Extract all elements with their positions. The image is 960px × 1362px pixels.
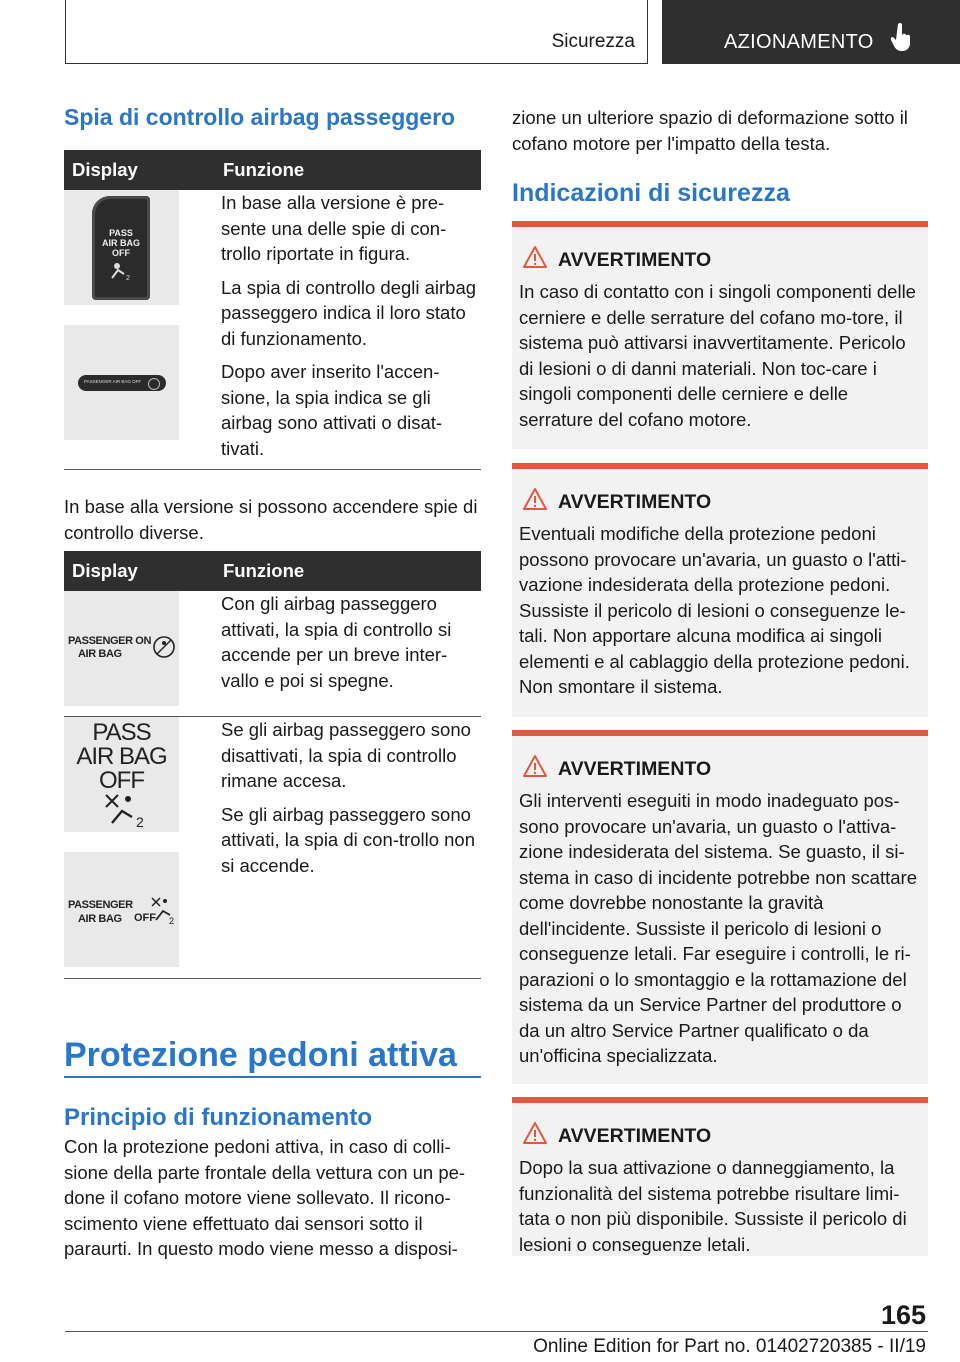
subsection-text: Con la protezione pedoni attiva, in caso di colli-sione della parte frontale della vettura con un pe-done il cofano motore viene sollevato. Il ricono-scimento viene effettuato dai sensori sotto il paraurti. In questo modo viene messo a disposi- bbox=[64, 1136, 466, 1259]
header-section-title: Sicurezza bbox=[551, 31, 635, 52]
table-row bbox=[64, 717, 481, 979]
table1-paragraph-1: In base alla versione è pre-sente una delle spie di con-trollo riportate in figura. bbox=[221, 192, 447, 264]
image-label-off: OFF bbox=[134, 912, 156, 924]
airbag-off-icon bbox=[150, 896, 176, 926]
warning-text: Dopo la sua attivazione o danneggiamento, la funzionalità del sistema potrebbe risultare limi-tata o non più disponibile. Sussiste il pericolo di lesioni o conseguenze letali. bbox=[519, 1157, 907, 1255]
warning-title: AVVERTIMENTO bbox=[558, 758, 712, 780]
table-header-display: Display bbox=[64, 150, 221, 190]
image-label-pass: PASS bbox=[92, 719, 151, 746]
table2-row1-text: Con gli airbag passeggero attivati, la spia di controllo si accende per un breve inter-vallo e poi si spegne. bbox=[221, 593, 452, 691]
between-tables-text: In base alla versione si possono accendere spie di controllo diverse. bbox=[64, 496, 478, 543]
image-label-passenger-on: PASSENGER ON bbox=[68, 635, 152, 647]
warning-text: Gli interventi eseguiti in modo inadeguato pos-sono provocare un'avaria, un guasto o l'attiva-zione indesiderata del sistema. Se guasto, il si-stema in caso di incidente potrebbe non scattare come dovrebbe nonostante la gravità dell'incidente. Sussiste il pericolo di lesioni o conseguenze letali. Far eseguire i controlli, le ri-parazioni o lo smontaggio e la rottamazione del sistema da un Service Partner del produttore o da un altro Service Partner qualificato o da un'officina specializzata. bbox=[519, 790, 917, 1066]
table2-row2-paragraph-2: Se gli airbag passeggero sono attivati, la spia di con-trollo non si accende. bbox=[221, 803, 475, 876]
header-chapter-tab bbox=[662, 0, 960, 64]
table1-paragraph-2: La spia di controllo degli airbag passeggero indica il loro stato di funzionamento. bbox=[221, 276, 477, 349]
image-label-off: OFF bbox=[99, 767, 144, 794]
hand-pointer-icon bbox=[890, 22, 912, 52]
passenger-airbag-off-image bbox=[64, 852, 179, 967]
image-label-pass: PASS bbox=[109, 228, 133, 238]
warning-triangle-icon bbox=[522, 754, 548, 778]
warning-bar bbox=[512, 1097, 928, 1103]
warning-title: AVVERTIMENTO bbox=[558, 491, 712, 513]
table1-paragraph-3: Dopo aver inserito l'accen-sione, la spia indica se gli airbag sono attivati o disat-tivati. bbox=[221, 361, 443, 459]
warning-bar bbox=[512, 221, 928, 227]
image-label-strip: PASSENGER AIR BAG OFF bbox=[84, 379, 142, 384]
pass-airbag-off-large-image bbox=[64, 717, 179, 832]
airbag-on-icon bbox=[152, 635, 176, 659]
footer-rule bbox=[65, 1331, 928, 1332]
image-label-airbag: AIR BAG bbox=[78, 648, 122, 660]
image-label-off: OFF bbox=[112, 248, 130, 258]
airbag-display-table-1 bbox=[64, 150, 481, 470]
warning-bar bbox=[512, 730, 928, 736]
page-number: 165 bbox=[880, 1300, 926, 1330]
warning-box bbox=[512, 730, 928, 1084]
airbag-indicator-heading: Spia di controllo airbag passeggero bbox=[64, 104, 456, 130]
warning-bar bbox=[512, 463, 928, 469]
warning-text: In caso di contatto con i singoli componenti delle cerniere e delle serrature del cofano mo-tore, il sistema può attivarsi inavvertitamente. Pericolo di lesioni o di danni materiali. Non toc-care i singoli componenti delle cerniere e delle serrature del cofano motore. bbox=[519, 281, 916, 430]
svg-text:2: 2 bbox=[126, 275, 130, 282]
safety-heading: Indicazioni di sicurezza bbox=[512, 179, 790, 207]
section-title: Protezione pedoni attiva bbox=[64, 1036, 457, 1074]
warning-box bbox=[512, 221, 928, 449]
table-row bbox=[64, 591, 481, 717]
warning-title: AVVERTIMENTO bbox=[558, 1125, 712, 1147]
table-header-function: Funzione bbox=[221, 551, 481, 591]
image-label-airbag: AIR BAG bbox=[76, 743, 167, 770]
warning-triangle-icon bbox=[522, 1121, 548, 1145]
table-header-row bbox=[64, 150, 481, 190]
image-label-passenger: PASSENGER bbox=[68, 899, 133, 911]
warning-title: AVVERTIMENTO bbox=[558, 249, 712, 271]
image-label-airbag: AIR BAG bbox=[78, 913, 122, 925]
table-header-row bbox=[64, 551, 481, 591]
warning-triangle-icon bbox=[522, 487, 548, 511]
warning-text: Eventuali modifiche della protezione pedoni possono provocare un'avaria, un guasto o l'atti-vazione indesiderata della protezione pedoni. Sussiste il pericolo di lesioni o conseguenze le-tali. Non apportare alcuna modifica ai singoli elementi e al cablaggio della protezione pedoni. Non smontare il sistema. bbox=[519, 523, 910, 697]
pass-airbag-off-strip-image bbox=[64, 325, 179, 440]
warning-box bbox=[512, 463, 928, 717]
image-label-airbag: AIR BAG bbox=[102, 238, 140, 248]
table2-row2-paragraph-1: Se gli airbag passeggero sono disattivati, la spia di controllo rimane accesa. bbox=[221, 719, 471, 791]
pass-airbag-off-button-image bbox=[64, 190, 179, 305]
table-row bbox=[64, 190, 481, 470]
footer-edition: Online Edition for Part no. 01402720385 - II/19 bbox=[533, 1336, 926, 1357]
airbag-display-table-2 bbox=[64, 551, 481, 979]
table-header-function: Funzione bbox=[221, 150, 481, 190]
header-chapter-title: AZIONAMENTO bbox=[724, 31, 874, 53]
warning-triangle-icon bbox=[522, 245, 548, 269]
table-header-display: Display bbox=[64, 551, 221, 591]
passenger-on-airbag-image bbox=[64, 591, 179, 706]
airbag-seat-icon bbox=[108, 262, 136, 282]
header-section-box bbox=[65, 0, 648, 64]
warning-box bbox=[512, 1097, 928, 1256]
svg-text:2: 2 bbox=[136, 814, 144, 829]
airbag-seat-icon bbox=[100, 791, 148, 829]
continued-text: zione un ulteriore spazio di deformazione sotto il cofano motore per l'impatto della testa. bbox=[512, 107, 908, 154]
subsection-title: Principio di funzionamento bbox=[64, 1104, 372, 1131]
svg-text:2: 2 bbox=[169, 916, 175, 926]
section-title-rule bbox=[64, 1076, 481, 1078]
